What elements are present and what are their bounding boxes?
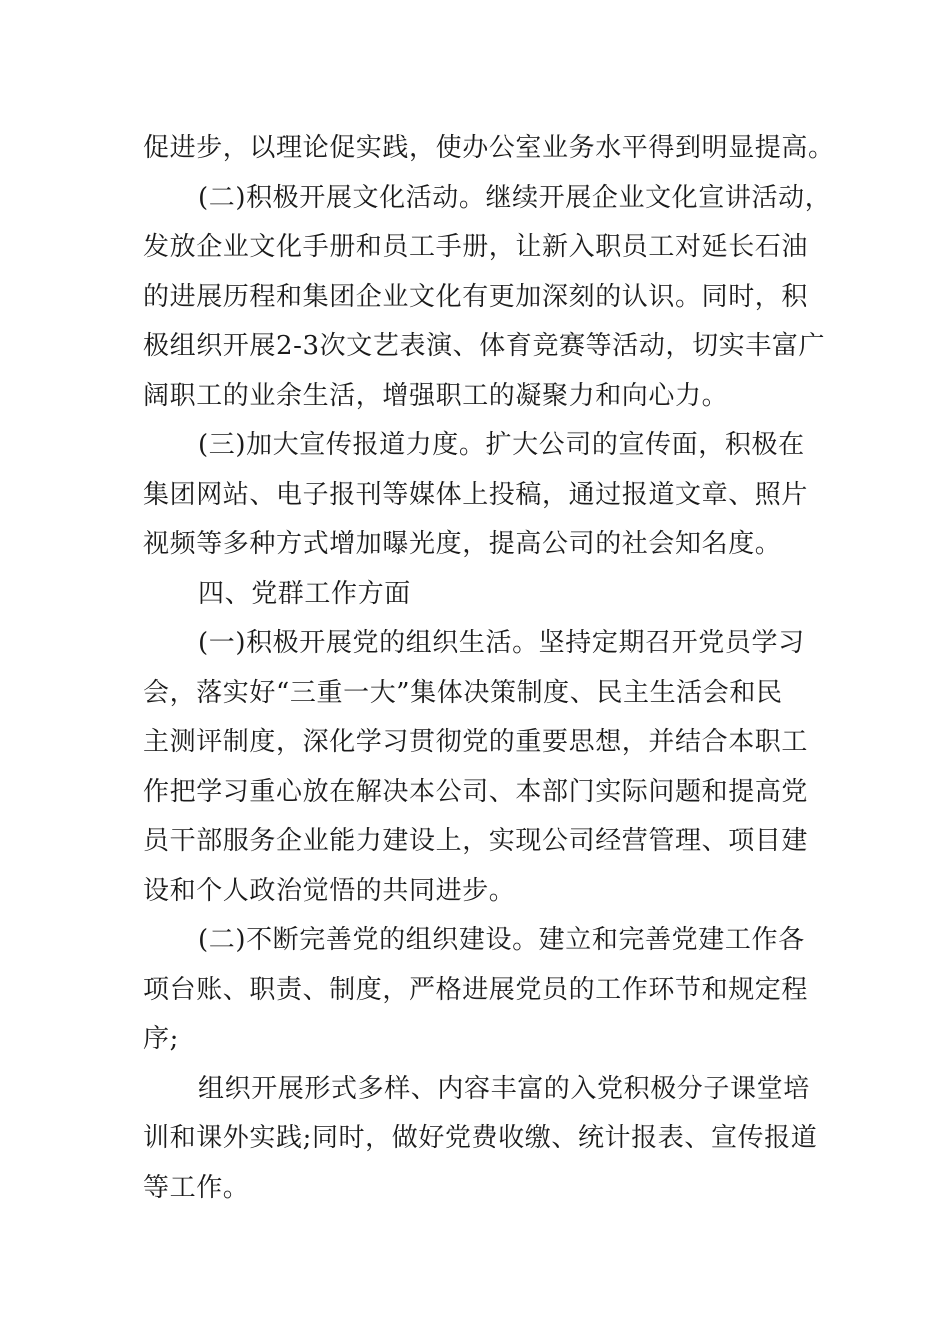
text-line: 集团网站、电子报刊等媒体上投稿，通过报道文章、照片 [143, 479, 809, 510]
text-line: 阔职工的业余生活，增强职工的凝聚力和向心力。 [143, 380, 729, 411]
text-line: 员干部服务企业能力建设上，实现公司经营管理、项目建 [143, 826, 809, 856]
text-line: 视频等多种方式增加曝光度，提高公司的社会知名度。 [143, 529, 782, 559]
text-line: (一)积极开展党的组织生活。坚持定期召开党员学习 [198, 628, 805, 658]
text-line: 促进步，以理论促实践，使办公室业务水平得到明显提高。 [143, 133, 835, 163]
text-line: 设和个人政治觉悟的共同进步。 [143, 875, 516, 906]
text-line: (三)加大宣传报道力度。扩大公司的宣传面，积极在 [198, 430, 805, 460]
text-line: 等工作。 [143, 1172, 250, 1203]
text-line: (二)不断完善党的组织建设。建立和完善党建工作各 [198, 925, 805, 955]
text-line: 发放企业文化手册和员工手册，让新入职员工对延长石油 [143, 232, 809, 262]
text-line: 项台账、职责、制度，严格进展党员的工作环节和规定程 [143, 974, 809, 1005]
section-heading: 四、党群工作方面 [198, 578, 411, 609]
text-line: 极组织开展2-3次文艺表演、体育竞赛等活动，切实丰富广 [143, 331, 826, 361]
text-line: 作把学习重心放在解决本公司、本部门实际问题和提高党 [143, 776, 809, 807]
text-line: (二)积极开展文化活动。继续开展企业文化宣讲活动， [198, 182, 832, 213]
text-line: 会，落实好“三重一大”集体决策制度、民主生活会和民 [143, 677, 783, 708]
text-line: 主测评制度，深化学习贯彻党的重要思想，并结合本职工 [143, 727, 809, 757]
text-line: 序; [143, 1024, 179, 1054]
text-line: 的进展历程和集团企业文化有更加深刻的认识。同时，积 [143, 281, 809, 312]
document-body [143, 124, 835, 1213]
text-line: 训和课外实践;同时，做好党费收缴、统计报表、宣传报道 [143, 1123, 818, 1153]
text-line: 组织开展形式多样、内容丰富的入党积极分子课堂培 [198, 1073, 810, 1104]
